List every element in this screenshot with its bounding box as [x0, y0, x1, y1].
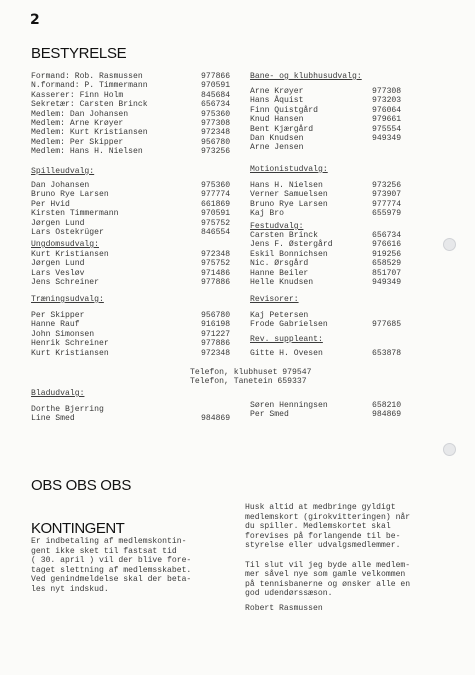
list-item-name: Per Smed — [250, 410, 289, 420]
list-item-name: John Simonsen — [31, 329, 95, 339]
heading-kontingent: KONTINGENT — [31, 520, 125, 537]
list-item-phone: 919256 — [372, 249, 402, 259]
list-item-phone: 949349 — [372, 134, 402, 144]
list-item-name: Helle Knudsen — [250, 278, 314, 288]
rev-suppleant-title: Rev. suppleant: — [250, 335, 323, 344]
list-item-phone: 976616 — [372, 240, 402, 250]
list-item-name: Kaj Bro — [250, 209, 284, 219]
revisorer-list — [250, 311, 412, 330]
list-item-name: Verner Samuelsen — [250, 190, 328, 200]
list-item — [31, 128, 241, 137]
list-item-phone: 851707 — [372, 268, 402, 278]
list-item — [31, 91, 241, 100]
list-item-phone — [201, 405, 241, 414]
motionistudvalg-title: Motionistudvalg: — [250, 165, 328, 174]
list-item — [250, 259, 412, 268]
list-item-name: Jens Schreiner — [31, 278, 99, 288]
list-item — [250, 240, 412, 249]
list-item — [31, 405, 241, 414]
list-item-name: Per Hvid — [31, 199, 70, 209]
list-item-phone: 845684 — [201, 90, 231, 100]
list-item-phone: 977685 — [372, 320, 402, 330]
list-item-phone: 658210 — [372, 401, 402, 410]
board-list — [31, 72, 241, 157]
list-item — [250, 311, 412, 320]
list-item — [250, 181, 412, 190]
telefon-klubhus: Telefon, klubhuset 979547 — [190, 368, 312, 377]
festudvalg-title: Festudvalg: — [250, 222, 304, 231]
list-item-phone: 977308 — [372, 87, 402, 96]
list-item-name: Formand: Rob. Rasmussen — [31, 72, 143, 81]
list-item-phone: 655979 — [372, 209, 402, 219]
list-item-name: Hans H. Nielsen — [250, 181, 323, 190]
binder-hole-top — [443, 238, 456, 251]
heading-obs: OBS OBS OBS — [31, 477, 132, 494]
list-item — [31, 339, 241, 348]
list-item-phone — [372, 311, 412, 320]
list-item-name: Dan Johansen — [31, 181, 90, 190]
list-item-phone: 656734 — [372, 231, 402, 240]
spilleudvalg-list — [31, 181, 241, 237]
list-item-phone: 977774 — [372, 199, 402, 209]
list-item-name: Medlem: Hans H. Nielsen — [31, 147, 143, 157]
list-item — [31, 100, 241, 109]
list-item — [31, 320, 241, 329]
list-item-phone: 970591 — [201, 209, 231, 219]
list-item — [250, 269, 412, 278]
ungdomsudvalg-title: Ungdomsudvalg: — [31, 240, 99, 249]
rev-suppleant-list — [250, 349, 412, 358]
list-item-name: Eskil Bonnichsen — [250, 249, 328, 259]
list-item-name: Sekretær: Carsten Brinck — [31, 100, 148, 110]
list-item-name: Bent Kjærgård — [250, 124, 314, 134]
list-item-name: Lars Vesløv — [31, 268, 85, 278]
list-item-name: Jørgen Lund — [31, 259, 85, 269]
list-item — [31, 200, 241, 209]
bladudvalg-list-right — [250, 401, 412, 420]
list-item — [31, 311, 241, 320]
list-item — [31, 138, 241, 147]
list-item-phone: 977886 — [201, 278, 231, 288]
list-item — [250, 209, 412, 218]
list-item-phone: 975360 — [201, 181, 231, 190]
list-item — [31, 278, 241, 287]
list-item — [250, 410, 412, 419]
list-item-phone: 973203 — [372, 96, 402, 106]
list-item-phone: 973256 — [201, 147, 231, 157]
list-item-name: Dorthe Bjerring — [31, 405, 104, 414]
list-item — [250, 115, 412, 124]
list-item-name: Jørgen Lund — [31, 218, 85, 228]
list-item-name: Kurt Kristiansen — [31, 348, 109, 358]
list-item-phone: 658529 — [372, 259, 402, 269]
traeningsudvalg-list — [31, 311, 241, 358]
page-number: 2 — [30, 12, 40, 28]
membership-notice-text: Husk altid at medbringe gyldigt medlemskort (girokvitteringen) når du spiller. Medlemskortet skal forevises på forlangende til be- styrelse eller udvalgsmedlemmer. Til slut vil jeg byde alle medlem- mer såvel nye som gamle velkommen på tennisbanerne og ønsker alle en god udendørssæson. — [245, 503, 411, 599]
heading-bestyrelse: BESTYRELSE — [31, 45, 127, 62]
list-item-phone: 846554 — [201, 228, 231, 238]
list-item-name: Nic. Ørsgård — [250, 259, 309, 269]
list-item — [250, 96, 412, 105]
list-item — [31, 349, 241, 358]
list-item — [250, 200, 412, 209]
list-item — [31, 259, 241, 268]
list-item — [250, 87, 412, 96]
list-item — [31, 414, 241, 423]
list-item — [31, 72, 241, 81]
list-item-name: Medlem: Dan Johansen — [31, 109, 129, 119]
list-item-phone: 979661 — [372, 115, 402, 125]
list-item-name: N.formand: P. Timmermann — [31, 81, 148, 91]
list-item-name: Arne Krøyer — [250, 87, 304, 96]
list-item-phone: 975752 — [201, 259, 231, 269]
motionistudvalg-list — [250, 181, 412, 219]
list-item — [250, 143, 412, 152]
list-item — [31, 190, 241, 199]
list-item-name: Hanne Rauf — [31, 320, 80, 330]
revisorer-title: Revisorer: — [250, 295, 299, 304]
list-item — [31, 110, 241, 119]
list-item-name: Arne Jensen — [250, 143, 304, 153]
list-item-phone: 984869 — [201, 414, 231, 424]
list-item-phone: 956780 — [201, 311, 231, 320]
list-item — [250, 134, 412, 143]
spilleudvalg-title: Spilleudvalg: — [31, 167, 95, 176]
list-item — [31, 209, 241, 218]
bladudvalg-list-left — [31, 405, 241, 424]
list-item-phone: 956780 — [201, 137, 231, 147]
list-item-name: Bruno Rye Larsen — [31, 190, 109, 200]
list-item-name: Line Smed — [31, 414, 75, 424]
list-item-phone: 977886 — [201, 339, 231, 349]
list-item-phone: 976064 — [372, 105, 402, 115]
bane-title: Bane- og klubhusudvalg: — [250, 72, 362, 81]
list-item — [250, 106, 412, 115]
list-item-phone: 653878 — [372, 349, 402, 358]
list-item-name: Hanne Beiler — [250, 268, 309, 278]
list-item — [31, 181, 241, 190]
list-item-name: Medlem: Per Skipper — [31, 137, 124, 147]
list-item — [31, 219, 241, 228]
list-item-phone: 949349 — [372, 278, 402, 288]
list-item-name: Gitte H. Ovesen — [250, 349, 323, 358]
list-item-name: Jens F. Østergård — [250, 240, 333, 250]
list-item — [250, 278, 412, 287]
list-item-name: Bruno Rye Larsen — [250, 199, 328, 209]
list-item-phone: 973256 — [372, 181, 402, 190]
bane-list — [250, 87, 412, 153]
list-item-phone: 970591 — [201, 81, 231, 91]
list-item-name: Carsten Brinck — [250, 231, 318, 240]
list-item — [31, 81, 241, 90]
list-item-phone: 656734 — [201, 100, 231, 110]
list-item-name: Per Skipper — [31, 311, 85, 320]
list-item-name: Knud Hansen — [250, 115, 304, 125]
festudvalg-list — [250, 231, 412, 287]
list-item-phone: 971486 — [201, 268, 231, 278]
list-item-name: Dan Knudsen — [250, 134, 304, 144]
kontingent-text: Er indbetaling af medlemskontin- gent ikke sket til fastsat tid ( 30. april ) vil der blive fore- taget slettning af medlemsskabet. Ved genindmeldelse skal der beta- les nyt indskud. — [31, 537, 192, 594]
list-item-name: Hans Åquist — [250, 96, 304, 106]
telefon-tanetein: Telefon, Tanetein 659337 — [190, 377, 307, 386]
list-item-name: Kaj Petersen — [250, 311, 309, 320]
list-item — [250, 250, 412, 259]
list-item — [250, 401, 412, 410]
list-item-phone: 975752 — [201, 218, 231, 228]
list-item-phone: 977866 — [201, 72, 231, 81]
list-item — [250, 125, 412, 134]
list-item-phone: 977308 — [201, 119, 231, 129]
list-item-name: Medlem: Kurt Kristiansen — [31, 128, 148, 138]
list-item-name: Henrik Schreiner — [31, 339, 109, 349]
list-item-name: Lars Ostekrüger — [31, 228, 104, 238]
binder-hole-bottom — [443, 443, 456, 456]
list-item-phone: 977774 — [201, 190, 231, 200]
list-item-phone: 916198 — [201, 320, 231, 330]
list-item-phone: 971227 — [201, 329, 231, 339]
list-item — [31, 228, 241, 237]
list-item-name: Kasserer: Finn Holm — [31, 90, 124, 100]
list-item-phone: 975360 — [201, 109, 231, 119]
list-item — [31, 147, 241, 156]
list-item — [250, 231, 412, 240]
list-item — [31, 330, 241, 339]
list-item-name: Frode Gabrielsen — [250, 320, 328, 330]
list-item-phone — [372, 143, 412, 152]
traeningsudvalg-title: Træningsudvalg: — [31, 295, 104, 304]
list-item — [250, 349, 412, 358]
list-item-name: Medlem: Arne Krøyer — [31, 119, 124, 129]
list-item-phone: 972348 — [201, 128, 231, 138]
list-item-phone: 972348 — [201, 250, 231, 259]
list-item — [250, 320, 412, 329]
list-item — [31, 119, 241, 128]
list-item-phone: 661869 — [201, 199, 231, 209]
list-item-phone: 972348 — [201, 348, 231, 358]
list-item-phone: 984869 — [372, 410, 402, 420]
list-item-phone: 975554 — [372, 124, 402, 134]
signature-name: Robert Rasmussen — [245, 604, 323, 613]
list-item — [250, 190, 412, 199]
list-item-name: Finn Quistgård — [250, 105, 318, 115]
list-item — [31, 269, 241, 278]
ungdomsudvalg-list — [31, 250, 241, 288]
list-item — [31, 250, 241, 259]
list-item-phone: 973907 — [372, 190, 402, 200]
list-item-name: Kirsten Timmermann — [31, 209, 119, 219]
list-item-name: Søren Henningsen — [250, 401, 328, 410]
list-item-name: Kurt Kristiansen — [31, 250, 109, 259]
bladudvalg-title: Bladudvalg: — [31, 389, 85, 398]
